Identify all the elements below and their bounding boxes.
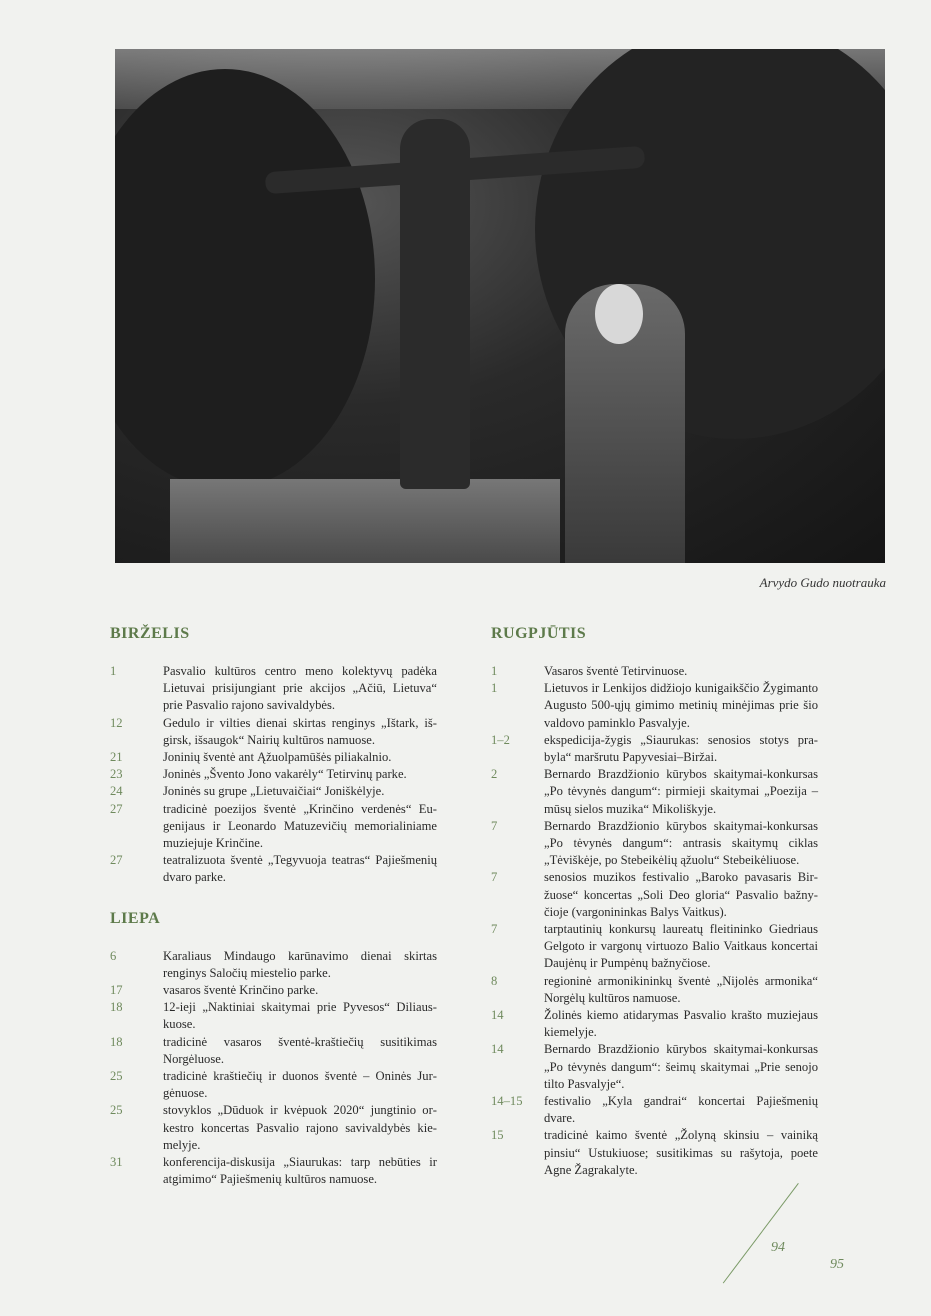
event-entry <box>491 732 821 766</box>
event-date: 27 <box>110 853 123 868</box>
event-entry <box>491 1127 821 1179</box>
event-entry <box>110 982 440 999</box>
event-entry <box>491 680 821 732</box>
photo-caption: Arvydo Gudo nuotrauka <box>759 575 886 590</box>
event-date: 7 <box>491 922 498 937</box>
event-date: 25 <box>110 1103 123 1118</box>
statue-singer-photo <box>115 49 885 563</box>
event-date: 17 <box>110 983 123 998</box>
event-date: 21 <box>110 750 123 765</box>
event-entry <box>110 852 440 886</box>
event-date: 31 <box>110 1155 123 1170</box>
event-entry <box>110 1102 440 1154</box>
event-description: festivalio „Kyla gandrai“ koncertai Pajiešmenių dvare. <box>544 1094 818 1126</box>
event-date: 1–2 <box>491 732 510 747</box>
event-date: 14 <box>491 1042 504 1057</box>
event-date: 14–15 <box>491 1094 523 1109</box>
event-description: 12-ieji „Naktiniai skaitymai prie Pyvesos“ Diliauskuose. <box>163 1000 437 1032</box>
event-description: tradicinė poezijos šventė „Krinčino verdenės“ Eugenijaus ir Leonardo Matuzevičių memorialiniame muziejuje Krinčine. <box>163 801 437 851</box>
event-date: 14 <box>491 1008 504 1023</box>
event-description: konferencija-diskusija „Siaurukas: tarp nebūties ir atgimimo“ Pajiešmenių kultūros namuose. <box>163 1155 437 1187</box>
event-description: tradicinė kraštiečių ir duonos šventė – Oninės Jurgėnuose. <box>163 1069 437 1101</box>
event-description: vasaros šventė Krinčino parke. <box>163 983 319 998</box>
event-entry <box>491 818 821 870</box>
event-description: Joninės su grupe „Lietuvaičiai“ Joniškėlyje. <box>163 784 385 799</box>
event-list-liepa <box>110 948 440 1189</box>
event-date: 27 <box>110 801 123 816</box>
event-description: Bernardo Brazdžionio kūrybos skaitymai-konkursas „Po tėvynės dangum“: pirmieji skaitymai „Poezija – mūsų sielos muzika“ Mikoliškyje. <box>544 767 818 816</box>
event-date: 2 <box>491 767 498 782</box>
event-date: 7 <box>491 818 498 833</box>
event-description: Bernardo Brazdžionio kūrybos skaitymai-konkursas „Po tėvynės dangum“: antrasis skaitymų ciklas „Tėviškėje, po Stebeikėlių ąžuolu“ Stebeikėliuose. <box>544 818 818 868</box>
event-description: tradicinė vasaros šventė-kraštiečių susitikimas Norgėluose. <box>163 1034 437 1066</box>
page-number-left: 94 <box>771 1240 785 1255</box>
event-description: Joninės „Švento Jono vakarėly“ Tetirvinų parke. <box>163 767 407 782</box>
event-description: stovyklos „Dūduok ir kvėpuok 2020“ jungtinio orkestro koncertas Pasvalio rajono savivaldybės kiemelyje. <box>163 1103 437 1152</box>
event-date: 1 <box>110 664 117 678</box>
event-list-rugpjutis <box>491 663 821 1179</box>
event-entry <box>491 973 821 1007</box>
event-date: 12 <box>110 715 123 730</box>
event-date: 23 <box>110 767 123 782</box>
event-description: tradicinė kaimo šventė „Žolyną skinsiu – vainiką pinsiu“ Ustukiuose; susitikimas su rašytoja, poete Agne Žagrakalyte. <box>544 1128 818 1177</box>
event-description: Joninių šventė ant Ąžuolpamūšės piliakalnio. <box>163 750 392 765</box>
event-description: Karaliaus Mindaugo karūnavimo dienai skirtas renginys Saločių miestelio parke. <box>163 948 437 980</box>
event-entry <box>110 766 440 783</box>
event-entry <box>110 1068 440 1102</box>
event-entry <box>491 766 821 818</box>
event-date: 25 <box>110 1069 123 1084</box>
event-entry <box>491 921 821 973</box>
event-description: senosios muzikos festivalio „Baroko pavasaris Biržuose“ koncertas „Soli Deo gloria“ Pasvalio bažnyčioje (vargonininkas Balys Vaitkus). <box>544 870 818 919</box>
event-entry <box>110 801 440 853</box>
event-description: tarptautinių konkursų laureatų fleitininko Giedriaus Gelgoto ir vargonų virtuozo Balio Vaitkaus koncertai Daujėnų ir Pumpėnų bažnyčiose. <box>544 922 818 971</box>
event-entry <box>110 1034 440 1068</box>
event-list-birzelis <box>110 663 440 887</box>
event-entry <box>491 1007 821 1041</box>
event-entry <box>491 869 821 921</box>
event-description: Žolinės kiemo atidarymas Pasvalio krašto muziejaus kiemelyje. <box>544 1008 818 1040</box>
event-entry <box>491 663 821 680</box>
event-description: Vasaros šventė Tetirvinuose. <box>544 664 688 678</box>
event-description: Bernardo Brazdžionio kūrybos skaitymai-konkursas „Po tėvynės dangum“: šeimų skaitymai „Prie senojo tilto Pasvalyje“. <box>544 1042 818 1091</box>
event-date: 1 <box>491 664 498 678</box>
event-entry <box>110 663 440 715</box>
event-entry <box>110 1154 440 1188</box>
event-date: 6 <box>110 948 117 963</box>
left-column <box>110 622 440 1208</box>
event-description: regioninė armonikininkų šventė „Nijolės armonika“ Norgėlų kultūros namuose. <box>544 973 818 1005</box>
event-description: Gedulo ir vilties dienai skirtas renginys „Ištark, išgirsk, išsaugok“ Nairių kultūros namuose. <box>163 715 437 747</box>
event-date: 15 <box>491 1128 504 1143</box>
event-date: 18 <box>110 1000 123 1015</box>
event-entry <box>110 715 440 749</box>
event-date: 7 <box>491 870 498 885</box>
event-description: Pasvalio kultūros centro meno kolektyvų padėka Lietuvai prisijungiant prie akcijos „Ačiū, Lietuva“ prie Pasvalio rajono savivaldybės. <box>163 664 437 713</box>
section-title-rugpjutis: RUGPJŪTIS <box>491 625 587 642</box>
event-description: teatralizuota šventė „Tegyvuoja teatras“ Pajiešmenių dvaro parke. <box>163 853 437 885</box>
right-column <box>491 622 821 1199</box>
section-title-birzelis: BIRŽELIS <box>110 625 190 642</box>
event-date: 24 <box>110 784 123 799</box>
event-entry <box>491 1093 821 1127</box>
event-date: 18 <box>110 1034 123 1049</box>
event-entry <box>491 1041 821 1093</box>
event-date: 8 <box>491 973 498 988</box>
page-number-right: 95 <box>830 1257 844 1272</box>
event-entry <box>110 948 440 982</box>
event-date: 1 <box>491 681 498 696</box>
event-description: ekspedicija-žygis „Siaurukas: senosios stotys prabyla“ maršrutu Papyvesiai–Biržai. <box>544 732 818 765</box>
section-title-liepa: LIEPA <box>110 909 161 927</box>
event-entry <box>110 999 440 1033</box>
event-entry <box>110 749 440 766</box>
event-entry <box>110 783 440 800</box>
event-description: Lietuvos ir Lenkijos didžiojo kunigaikščio Žygimanto Augusto 500-ųjų gimimo metinių minėjimas prie šio valdovo paminklo Pasvalyje. <box>544 681 818 730</box>
